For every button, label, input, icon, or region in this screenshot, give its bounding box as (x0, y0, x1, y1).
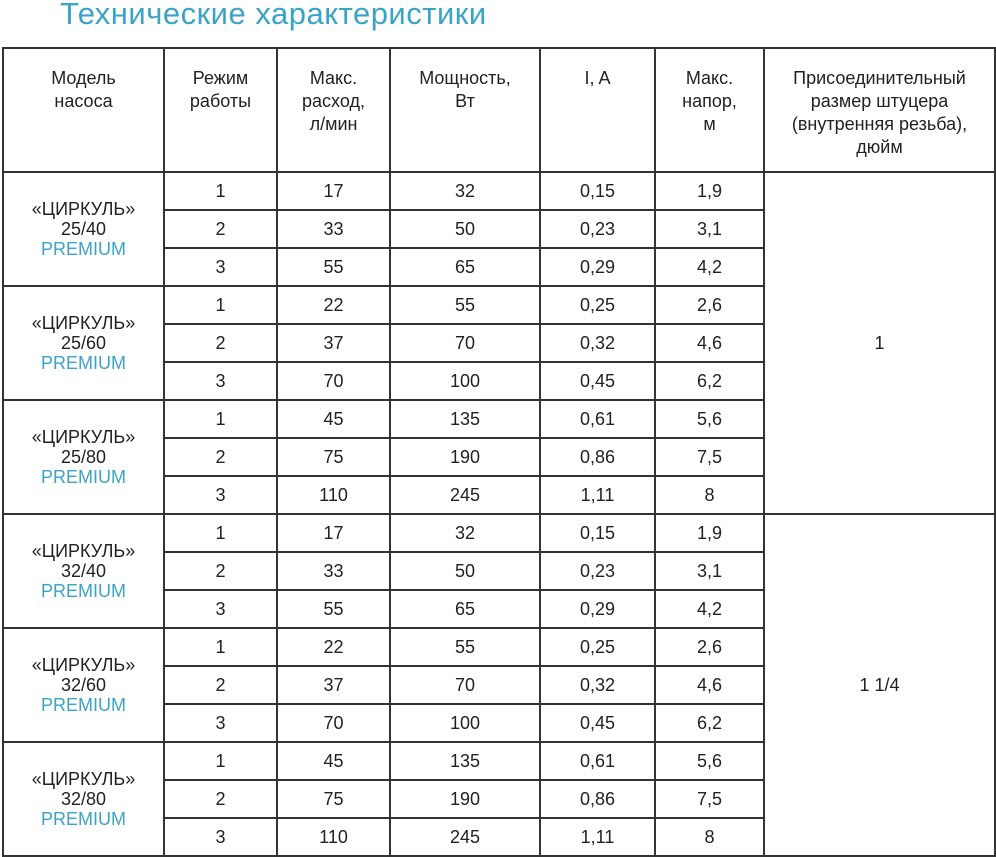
power-cell: 32 (390, 172, 540, 210)
mode-cell: 1 (164, 742, 277, 780)
current-cell: 0,29 (540, 590, 655, 628)
head-cell: 8 (655, 818, 764, 856)
head-cell: 3,1 (655, 210, 764, 248)
mode-cell: 1 (164, 286, 277, 324)
power-cell: 32 (390, 514, 540, 552)
mode-cell: 3 (164, 590, 277, 628)
current-cell: 0,45 (540, 362, 655, 400)
header-row (3, 48, 995, 172)
model-name: «ЦИРКУЛЬ» (31, 199, 136, 219)
header-cell-mode: Режим работы (164, 48, 277, 172)
head-cell: 4,6 (655, 666, 764, 704)
model-line: PREMIUM (41, 809, 126, 829)
connection-size-cell: 1 1/4 (764, 514, 995, 856)
mode-cell: 3 (164, 704, 277, 742)
mode-cell: 1 (164, 172, 277, 210)
connection-size-cell: 1 (764, 172, 995, 514)
model-cell (3, 628, 164, 742)
header-cell-flow: Макс. расход, л/мин (277, 48, 390, 172)
model-size: 25/40 (60, 219, 107, 239)
mode-cell: 1 (164, 400, 277, 438)
head-cell: 8 (655, 476, 764, 514)
current-cell: 0,86 (540, 438, 655, 476)
header-cell-model: Модель насоса (3, 48, 164, 172)
current-cell: 0,45 (540, 704, 655, 742)
mode-cell: 3 (164, 362, 277, 400)
head-cell: 1,9 (655, 172, 764, 210)
model-line: PREMIUM (41, 581, 126, 601)
flow-cell: 45 (277, 400, 390, 438)
current-cell: 0,15 (540, 172, 655, 210)
header-cell-connection: Присоединительный размер штуцера (внутренняя резьба), дюйм (764, 48, 995, 172)
power-cell: 65 (390, 248, 540, 286)
mode-cell: 1 (164, 514, 277, 552)
current-cell: 1,11 (540, 818, 655, 856)
flow-cell: 75 (277, 780, 390, 818)
mode-cell: 2 (164, 552, 277, 590)
model-cell (3, 172, 164, 286)
power-cell: 100 (390, 704, 540, 742)
page-title: Технические характеристики (60, 0, 487, 31)
flow-cell: 37 (277, 324, 390, 362)
head-cell: 6,2 (655, 362, 764, 400)
table-row (3, 172, 995, 210)
flow-cell: 45 (277, 742, 390, 780)
mode-cell: 2 (164, 210, 277, 248)
current-cell: 0,32 (540, 324, 655, 362)
model-cell (3, 514, 164, 628)
power-cell: 50 (390, 552, 540, 590)
model-cell (3, 742, 164, 856)
head-cell: 4,6 (655, 324, 764, 362)
flow-cell: 37 (277, 666, 390, 704)
mode-cell: 1 (164, 628, 277, 666)
power-cell: 135 (390, 400, 540, 438)
model-cell (3, 286, 164, 400)
power-cell: 245 (390, 818, 540, 856)
model-line: PREMIUM (41, 695, 126, 715)
mode-cell: 2 (164, 438, 277, 476)
current-cell: 0,86 (540, 780, 655, 818)
header-cell-power: Мощность, Вт (390, 48, 540, 172)
flow-cell: 22 (277, 628, 390, 666)
power-cell: 55 (390, 628, 540, 666)
header-cell-head: Макс. напор, м (655, 48, 764, 172)
power-cell: 65 (390, 590, 540, 628)
flow-cell: 70 (277, 704, 390, 742)
model-name: «ЦИРКУЛЬ» (31, 313, 136, 333)
model-name: «ЦИРКУЛЬ» (31, 769, 136, 789)
mode-cell: 3 (164, 248, 277, 286)
power-cell: 135 (390, 742, 540, 780)
current-cell: 0,23 (540, 210, 655, 248)
power-cell: 190 (390, 780, 540, 818)
head-cell: 5,6 (655, 742, 764, 780)
flow-cell: 17 (277, 514, 390, 552)
flow-cell: 110 (277, 818, 390, 856)
head-cell: 4,2 (655, 590, 764, 628)
power-cell: 245 (390, 476, 540, 514)
head-cell: 6,2 (655, 704, 764, 742)
current-cell: 0,29 (540, 248, 655, 286)
model-size: 32/40 (60, 561, 107, 581)
power-cell: 50 (390, 210, 540, 248)
power-cell: 55 (390, 286, 540, 324)
flow-cell: 17 (277, 172, 390, 210)
flow-cell: 70 (277, 362, 390, 400)
flow-cell: 33 (277, 210, 390, 248)
current-cell: 0,15 (540, 514, 655, 552)
model-name: «ЦИРКУЛЬ» (31, 541, 136, 561)
head-cell: 7,5 (655, 438, 764, 476)
head-cell: 7,5 (655, 780, 764, 818)
power-cell: 70 (390, 324, 540, 362)
flow-cell: 55 (277, 248, 390, 286)
head-cell: 2,6 (655, 628, 764, 666)
model-size: 25/60 (60, 333, 107, 353)
power-cell: 190 (390, 438, 540, 476)
model-line: PREMIUM (41, 467, 126, 487)
specs-table (2, 47, 996, 857)
power-cell: 70 (390, 666, 540, 704)
power-cell: 100 (390, 362, 540, 400)
current-cell: 0,25 (540, 286, 655, 324)
head-cell: 5,6 (655, 400, 764, 438)
head-cell: 4,2 (655, 248, 764, 286)
current-cell: 0,23 (540, 552, 655, 590)
current-cell: 0,61 (540, 400, 655, 438)
model-line: PREMIUM (41, 353, 126, 373)
table-body (3, 172, 995, 856)
mode-cell: 2 (164, 324, 277, 362)
head-cell: 1,9 (655, 514, 764, 552)
flow-cell: 55 (277, 590, 390, 628)
model-size: 32/60 (60, 675, 107, 695)
flow-cell: 33 (277, 552, 390, 590)
current-cell: 0,32 (540, 666, 655, 704)
model-size: 32/80 (60, 789, 107, 809)
model-cell (3, 400, 164, 514)
model-size: 25/80 (60, 447, 107, 467)
current-cell: 0,61 (540, 742, 655, 780)
flow-cell: 75 (277, 438, 390, 476)
model-line: PREMIUM (41, 239, 126, 259)
table-row (3, 514, 995, 552)
head-cell: 3,1 (655, 552, 764, 590)
mode-cell: 3 (164, 818, 277, 856)
current-cell: 0,25 (540, 628, 655, 666)
flow-cell: 110 (277, 476, 390, 514)
model-name: «ЦИРКУЛЬ» (31, 655, 136, 675)
model-name: «ЦИРКУЛЬ» (31, 427, 136, 447)
mode-cell: 2 (164, 780, 277, 818)
flow-cell: 22 (277, 286, 390, 324)
head-cell: 2,6 (655, 286, 764, 324)
mode-cell: 3 (164, 476, 277, 514)
header-cell-current: I, A (540, 48, 655, 172)
mode-cell: 2 (164, 666, 277, 704)
current-cell: 1,11 (540, 476, 655, 514)
